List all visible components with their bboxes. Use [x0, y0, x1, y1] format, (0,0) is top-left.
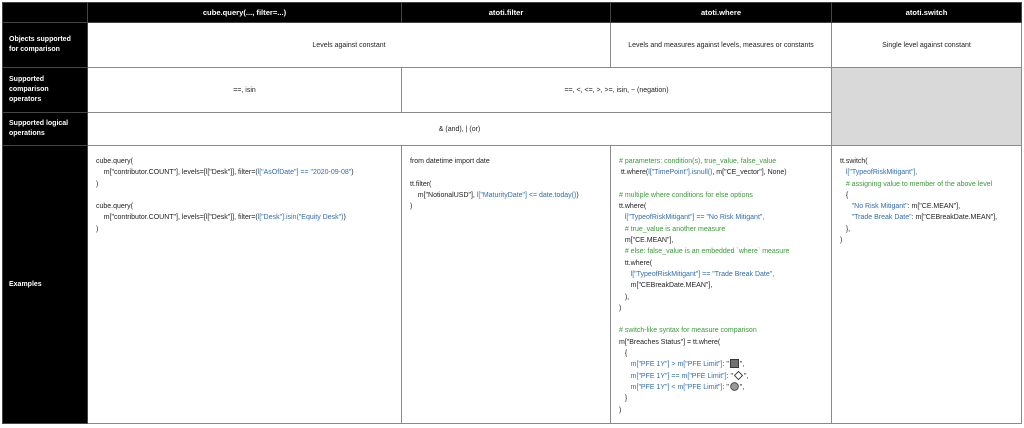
code-line	[619, 179, 823, 190]
code-token: )	[576, 191, 579, 199]
code-line	[619, 292, 823, 303]
code-token: # assigning value to member of the above level	[840, 180, 993, 188]
code-token: # switch-like syntax for measure comparison	[619, 327, 757, 335]
code-token: )	[410, 203, 413, 211]
code-line	[619, 201, 823, 212]
header-atoti-filter: atoti.filter	[402, 3, 611, 23]
code-line	[619, 382, 823, 393]
code-line	[619, 348, 823, 359]
code-line	[619, 246, 823, 257]
code-token: # else: false_value is an embedded `where` measure	[619, 248, 790, 256]
code-line	[410, 190, 602, 201]
code-token: l["AsOfDate"] == "2020-09-08"	[257, 169, 352, 177]
code-line	[619, 359, 823, 370]
code-line	[840, 212, 1013, 223]
header-corner	[3, 3, 88, 23]
code-token: # parameters: condition(s), true_value, false_value	[619, 158, 777, 165]
code-token: m["contributor.COUNT"], levels=[l["Desk"]], filter=(	[96, 169, 258, 177]
code-token: m["PFE 1Y"] == m["PFE Limit"]	[619, 372, 727, 380]
code-token: )	[96, 225, 99, 233]
code-line	[840, 179, 1013, 190]
code-line	[840, 156, 1013, 167]
code-token: )	[619, 406, 622, 414]
code-token: l["TimePoint"].isnull()	[648, 169, 713, 177]
code-line	[840, 190, 1013, 201]
code-token: , m["CE_vector"], None)	[712, 169, 787, 177]
code-token: m["Breaches Status"] = tt.where(	[619, 338, 721, 346]
row-label-operators: Supported comparison operators	[3, 68, 88, 113]
code-line	[840, 167, 1013, 178]
row-examples	[3, 146, 1022, 424]
row-objects-supported	[3, 23, 1022, 68]
example-atoti-where	[611, 146, 832, 424]
code-line	[410, 156, 602, 167]
code-token: "Trade Break Date"	[840, 214, 912, 222]
code-token: cube.query(	[96, 203, 133, 211]
code-line	[96, 212, 393, 223]
code-token: )	[343, 214, 346, 222]
code-token: l["TypeofRiskMitigant"] == "No Risk Mitigant",	[619, 214, 765, 222]
code-line	[619, 393, 823, 404]
code-token: tt.where(	[619, 203, 647, 211]
code-line	[619, 371, 823, 382]
code-token: l["Desk"].isin("Equity Desk")	[257, 214, 344, 222]
code-line	[96, 156, 393, 167]
code-token: # true_value is another measure	[619, 225, 726, 233]
code-token: tt.filter(	[410, 180, 432, 188]
code-token: )	[96, 180, 99, 188]
code-token: m["contributor.COUNT"], levels=[l["Desk"]], filter=(	[96, 214, 258, 222]
cell-switch-not-applicable	[832, 68, 1022, 146]
code-token: )	[840, 237, 843, 245]
code-line	[96, 224, 393, 235]
code-line	[619, 258, 823, 269]
code-token: }	[619, 395, 628, 403]
code-token: l["MaturityDate"] <= date.today()	[476, 191, 577, 199]
code-line	[619, 337, 823, 348]
code-line	[619, 405, 823, 416]
code-line	[619, 235, 823, 246]
code-token: )	[351, 169, 354, 177]
code-token: # multiple where conditions for else options	[619, 191, 753, 199]
code-token: : "	[726, 372, 733, 380]
code-token: : "	[722, 361, 729, 369]
code-line	[410, 201, 602, 212]
code-token: ",	[743, 372, 749, 380]
code-token: "No Risk Mitigant"	[840, 203, 908, 211]
code-line	[619, 190, 823, 201]
code-token: {	[840, 191, 849, 199]
header-atoti-where: atoti.where	[611, 3, 832, 23]
cell-objects-switch: Single level against constant	[832, 23, 1022, 68]
code-line	[619, 167, 823, 178]
cell-objects-query-filter: Levels against constant	[88, 23, 611, 68]
code-token: : "	[722, 383, 729, 391]
code-line	[619, 224, 823, 235]
code-token: },	[840, 225, 851, 233]
code-token: l["TypeofRiskMitigant"] == "Trade Break Date",	[619, 270, 775, 278]
header-cube-query: cube.query(..., filter=...)	[88, 3, 402, 23]
square-icon	[730, 359, 739, 368]
code-line	[619, 325, 823, 336]
row-label-examples: Examples	[3, 146, 88, 424]
code-line	[619, 303, 823, 314]
row-label-objects: Objects supported for comparison	[3, 23, 88, 68]
example-cube-query	[88, 146, 402, 424]
code-token: m["PFE 1Y"] > m["PFE Limit"]	[619, 361, 723, 369]
code-token: ",	[739, 383, 745, 391]
code-token: : m["CEBreakDate.MEAN"],	[911, 214, 998, 222]
row-comparison-operators	[3, 68, 1022, 113]
code-token: {	[619, 350, 628, 358]
code-line	[840, 224, 1013, 235]
code-token: tt.where(	[619, 169, 649, 177]
code-line	[840, 201, 1013, 212]
code-line	[96, 179, 393, 190]
code-token: m["CE.MEAN"],	[619, 237, 674, 245]
code-line	[410, 167, 602, 178]
header-row	[3, 3, 1022, 23]
code-line	[96, 190, 393, 201]
code-line	[410, 179, 602, 190]
code-token: m["NotionalUSD"],	[410, 191, 477, 199]
example-atoti-switch	[832, 146, 1022, 424]
header-atoti-switch: atoti.switch	[832, 3, 1022, 23]
code-line	[96, 201, 393, 212]
cell-objects-where: Levels and measures against levels, measures or constants	[611, 23, 832, 68]
example-atoti-filter	[402, 146, 611, 424]
code-line	[619, 156, 823, 167]
comparison-table	[2, 2, 1022, 424]
cell-operators-query: ==, isin	[88, 68, 402, 113]
row-label-logical: Supported logical operations	[3, 113, 88, 146]
circle-icon	[730, 382, 739, 391]
code-token: ",	[739, 361, 745, 369]
code-token: cube.query(	[96, 158, 133, 165]
code-line	[619, 212, 823, 223]
code-token: tt.switch(	[840, 158, 868, 165]
code-line	[619, 314, 823, 325]
diamond-icon	[734, 371, 743, 380]
code-line	[619, 269, 823, 280]
code-token: tt.where(	[619, 259, 653, 267]
code-token: l["TypeofRiskMitigant"],	[840, 169, 918, 177]
code-token: )	[619, 304, 622, 312]
code-line	[96, 167, 393, 178]
cell-logical-operations: & (and), | (or)	[88, 113, 832, 146]
cell-operators-filter-where: ==, <, <=, >, >=, isin, ~ (negation)	[402, 68, 832, 113]
code-token: from datetime import date	[410, 158, 490, 165]
code-token: m["PFE 1Y"] < m["PFE Limit"]	[619, 383, 723, 391]
code-token: : m["CE.MEAN"],	[907, 203, 961, 211]
code-line	[619, 280, 823, 291]
code-token: ),	[619, 293, 630, 301]
code-line	[840, 235, 1013, 246]
code-token: m["CEBreakDate.MEAN"],	[619, 282, 713, 290]
